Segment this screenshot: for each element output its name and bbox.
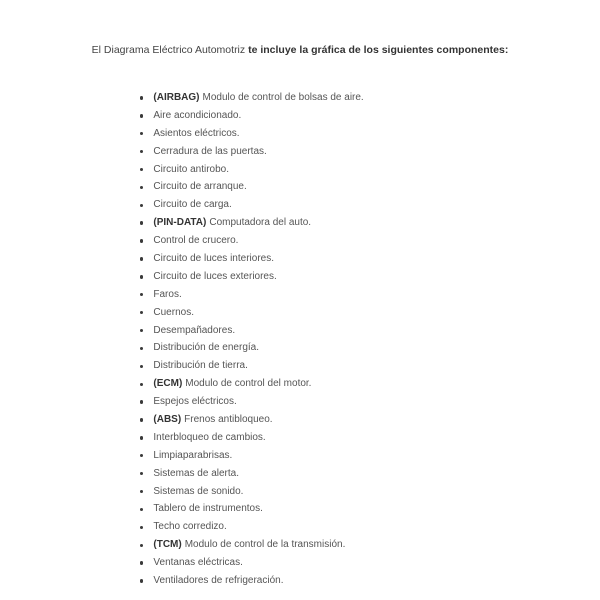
list-item [140, 143, 560, 161]
list-item [140, 322, 560, 340]
components-list [140, 89, 560, 590]
bullet-icon [140, 329, 143, 332]
component-text: Desempañadores. [153, 324, 236, 336]
component-text: Interbloqueo de cambios. [153, 431, 266, 443]
intro-strong-text: te incluye la gráfica de los siguientes componentes: [248, 44, 509, 56]
component-text: Techo corredizo. [153, 521, 227, 533]
list-item [140, 125, 560, 143]
component-text: Cerradura de las puertas. [153, 145, 267, 157]
list-item [140, 107, 560, 125]
component-code: (PIN-DATA) [153, 217, 207, 229]
intro-paragraph [60, 42, 540, 58]
component-text: Sistemas de alerta. [153, 467, 239, 479]
list-item [140, 554, 560, 572]
list-item [140, 214, 560, 232]
component-text: Cuernos. [153, 306, 194, 318]
bullet-icon [140, 311, 143, 314]
bullet-icon [140, 490, 143, 493]
list-item [140, 89, 560, 107]
list-item [140, 447, 560, 465]
component-text: Circuito de luces exteriores. [153, 270, 277, 282]
bullet-icon [140, 150, 143, 153]
list-item [140, 339, 560, 357]
component-text: Ventiladores de refrigeración. [153, 575, 284, 587]
list-item [140, 536, 560, 554]
bullet-icon [140, 400, 143, 403]
bullet-icon [140, 168, 143, 171]
bullet-icon [140, 472, 143, 475]
bullet-icon [140, 275, 143, 278]
component-text: Modulo de control de bolsas de aire. [202, 92, 364, 103]
list-item [140, 572, 560, 590]
bullet-icon [140, 221, 143, 224]
bullet-icon [140, 508, 143, 511]
list-item [140, 304, 560, 322]
component-text: Asientos eléctricos. [153, 127, 240, 139]
list-item [140, 357, 560, 375]
list-item [140, 518, 560, 536]
bullet-icon [140, 96, 143, 99]
component-text: Control de crucero. [153, 235, 239, 247]
bullet-icon [140, 544, 143, 547]
bullet-icon [140, 383, 143, 386]
component-text: Modulo de control del motor. [185, 378, 312, 390]
bullet-icon [140, 561, 143, 564]
bullet-icon [140, 347, 143, 350]
component-code: (TCM) [153, 539, 182, 551]
list-item [140, 232, 560, 250]
bullet-icon [140, 239, 143, 242]
list-item [140, 500, 560, 518]
component-text: Ventanas eléctricas. [153, 557, 243, 569]
component-text: Computadora del auto. [209, 217, 312, 229]
bullet-icon [140, 293, 143, 296]
component-text: Limpiaparabrisas. [153, 449, 233, 461]
component-text: Modulo de control de la transmisión. [184, 539, 346, 551]
bullet-icon [140, 204, 143, 207]
component-text: Circuito de arranque. [153, 181, 247, 193]
list-item [140, 429, 560, 447]
component-text: Espejos eléctricos. [153, 396, 237, 408]
component-text: Circuito de carga. [153, 199, 232, 211]
component-text: Distribución de energía. [153, 342, 260, 354]
bullet-icon [140, 186, 143, 189]
component-text: Faros. [153, 288, 182, 300]
bullet-icon [140, 454, 143, 457]
list-item [140, 268, 560, 286]
bullet-icon [140, 418, 143, 421]
component-code: (ECM) [153, 378, 183, 390]
bullet-icon [140, 365, 143, 368]
list-item [140, 411, 560, 429]
list-item [140, 178, 560, 196]
bullet-icon [140, 436, 143, 439]
list-item [140, 465, 560, 483]
component-text: Distribución de tierra. [153, 360, 248, 372]
list-item [140, 250, 560, 268]
list-item [140, 483, 560, 501]
bullet-icon [140, 132, 143, 135]
list-item [140, 286, 560, 304]
component-code: (AIRBAG) [153, 92, 200, 103]
component-text: Tablero de instrumentos. [153, 503, 263, 515]
intro-text: El Diagrama Eléctrico Automotriz [91, 44, 246, 56]
list-item [140, 196, 560, 214]
component-text: Sistemas de sonido. [153, 485, 244, 497]
list-item [140, 375, 560, 393]
list-item [140, 161, 560, 179]
bullet-icon [140, 114, 143, 117]
component-text: Circuito antirobo. [153, 163, 229, 175]
component-text: Frenos antibloqueo. [184, 414, 273, 426]
bullet-icon [140, 526, 143, 529]
list-item [140, 393, 560, 411]
bullet-icon [140, 257, 143, 260]
component-code: (ABS) [153, 414, 182, 426]
component-text: Circuito de luces interiores. [153, 253, 274, 265]
component-text: Aire acondicionado. [153, 109, 242, 121]
bullet-icon [140, 579, 143, 582]
